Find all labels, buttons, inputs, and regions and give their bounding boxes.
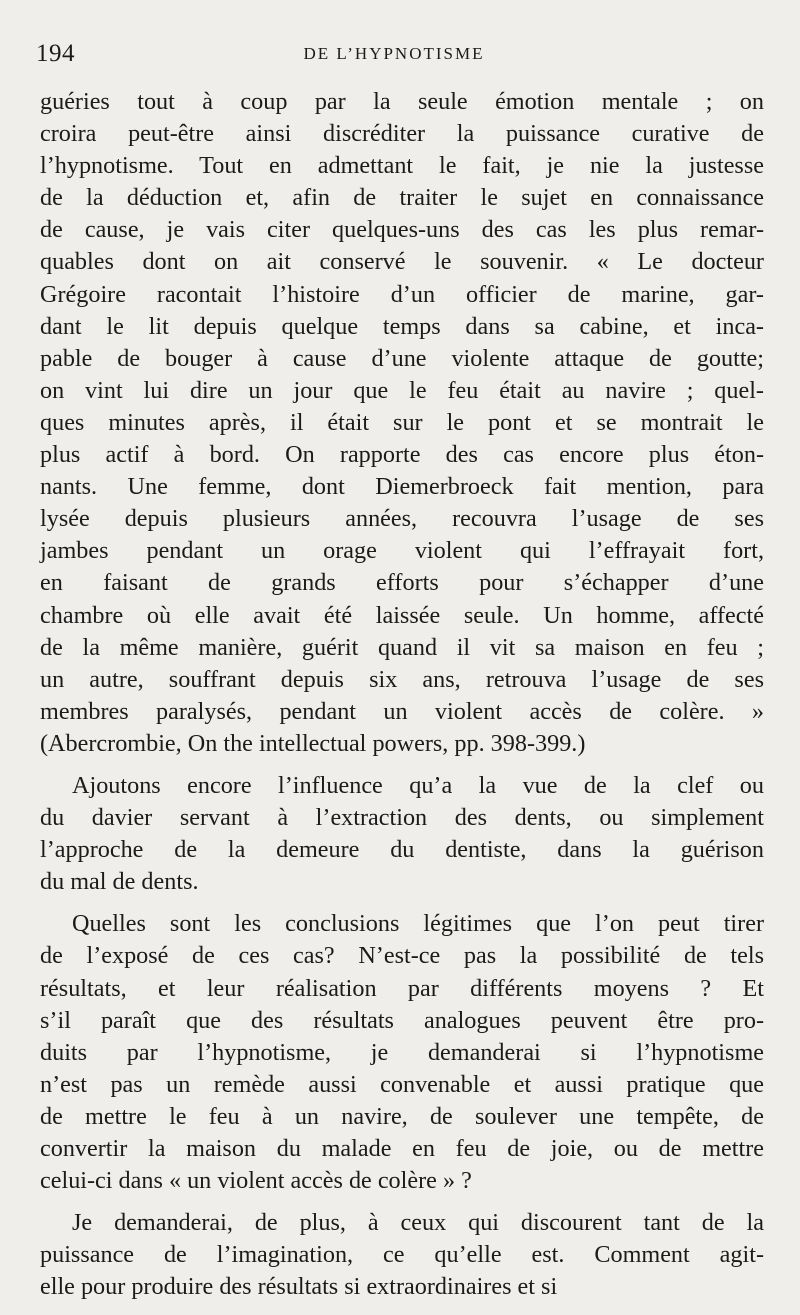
text-line: chambre où elle avait été laissée seule. Un homme, affecté <box>40 601 764 629</box>
text-line: puissance de l’imagination, ce qu’elle est. Comment agit- <box>40 1241 764 1269</box>
text-line: de cause, je vais citer quelques-uns des cas les plus remar- <box>40 216 764 244</box>
text-line: s’il paraît que des résultats analogues peuvent être pro- <box>40 1006 764 1034</box>
text-line: un autre, souffrant depuis six ans, retrouva l’usage de ses <box>40 665 764 693</box>
text-line: de l’exposé de ces cas? N’est-ce pas la possibilité de tels <box>40 942 764 970</box>
paragraph-gap <box>40 898 764 908</box>
text-line: du mal de dents. <box>40 868 199 896</box>
running-title: DE L’HYPNOTISME <box>303 44 485 63</box>
text-line: membres paralysés, pendant un violent accès de colère. » <box>40 697 764 725</box>
text-line: l’approche de la demeure du dentiste, dans la guérison <box>40 836 764 864</box>
text-line: en faisant de grands efforts pour s’échapper d’une <box>40 569 764 597</box>
text-line: ques minutes après, il était sur le pont et se montrait le <box>40 408 764 436</box>
text-line: l’hypnotisme. Tout en admettant le fait, je nie la justesse <box>40 152 764 180</box>
text-line: Grégoire racontait l’histoire d’un officier de marine, gar- <box>40 280 764 308</box>
text-line: croira peut-être ainsi discréditer la puissance curative de <box>40 120 764 148</box>
text-line: de la déduction et, afin de traiter le sujet en connaissance <box>40 184 764 212</box>
text-line: du davier servant à l’extraction des dents, ou simplement <box>40 804 764 832</box>
paragraph <box>40 86 764 760</box>
text-line: Quelles sont les conclusions légitimes que l’on peut tirer <box>72 910 764 938</box>
text-line: pable de bouger à cause d’une violente attaque de goutte; <box>40 344 764 372</box>
body-text <box>40 86 764 1303</box>
paragraph-gap <box>40 760 764 770</box>
paragraph-gap <box>40 1197 764 1207</box>
text-line: de mettre le feu à un navire, de soulever une tempête, de <box>40 1102 764 1130</box>
text-line: duits par l’hypnotisme, je demanderai si l’hypnotisme <box>40 1038 764 1066</box>
text-line: Je demanderai, de plus, à ceux qui discourent tant de la <box>72 1209 764 1237</box>
text-line: nants. Une femme, dont Diemerbroeck fait mention, para <box>40 473 764 501</box>
text-line: jambes pendant un orage violent qui l’effrayait fort, <box>40 537 764 565</box>
text-line: de la même manière, guérit quand il vit sa maison en feu ; <box>40 633 764 661</box>
paragraph <box>40 908 764 1197</box>
text-line: lysée depuis plusieurs années, recouvra l’usage de ses <box>40 505 764 533</box>
text-line: plus actif à bord. On rapporte des cas encore plus éton- <box>40 441 764 469</box>
text-line: guéries tout à coup par la seule émotion mentale ; on <box>40 88 764 115</box>
paragraph <box>40 770 764 898</box>
text-line: dant le lit depuis quelque temps dans sa cabine, et inca- <box>40 312 764 340</box>
page-number: 194 <box>36 40 75 67</box>
text-line: Ajoutons encore l’influence qu’a la vue de la clef ou <box>72 771 764 799</box>
text-line: quables dont on ait conservé le souvenir. « Le docteur <box>40 248 764 276</box>
text-line: elle pour produire des résultats si extraordinaires et si <box>40 1273 558 1301</box>
text-line: (Abercrombie, On the intellectual powers, pp. 398-399.) <box>40 729 586 757</box>
paragraph <box>40 1207 764 1303</box>
text-line: n’est pas un remède aussi convenable et aussi pratique que <box>40 1070 764 1098</box>
text-line: convertir la maison du malade en feu de joie, ou de mettre <box>40 1135 764 1162</box>
text-line: résultats, et leur réalisation par différents moyens ? Et <box>40 974 764 1002</box>
page-header <box>36 40 752 74</box>
text-line: celui-ci dans « un violent accès de colère » ? <box>40 1167 472 1195</box>
text-line: on vint lui dire un jour que le feu était au navire ; quel- <box>40 376 764 404</box>
